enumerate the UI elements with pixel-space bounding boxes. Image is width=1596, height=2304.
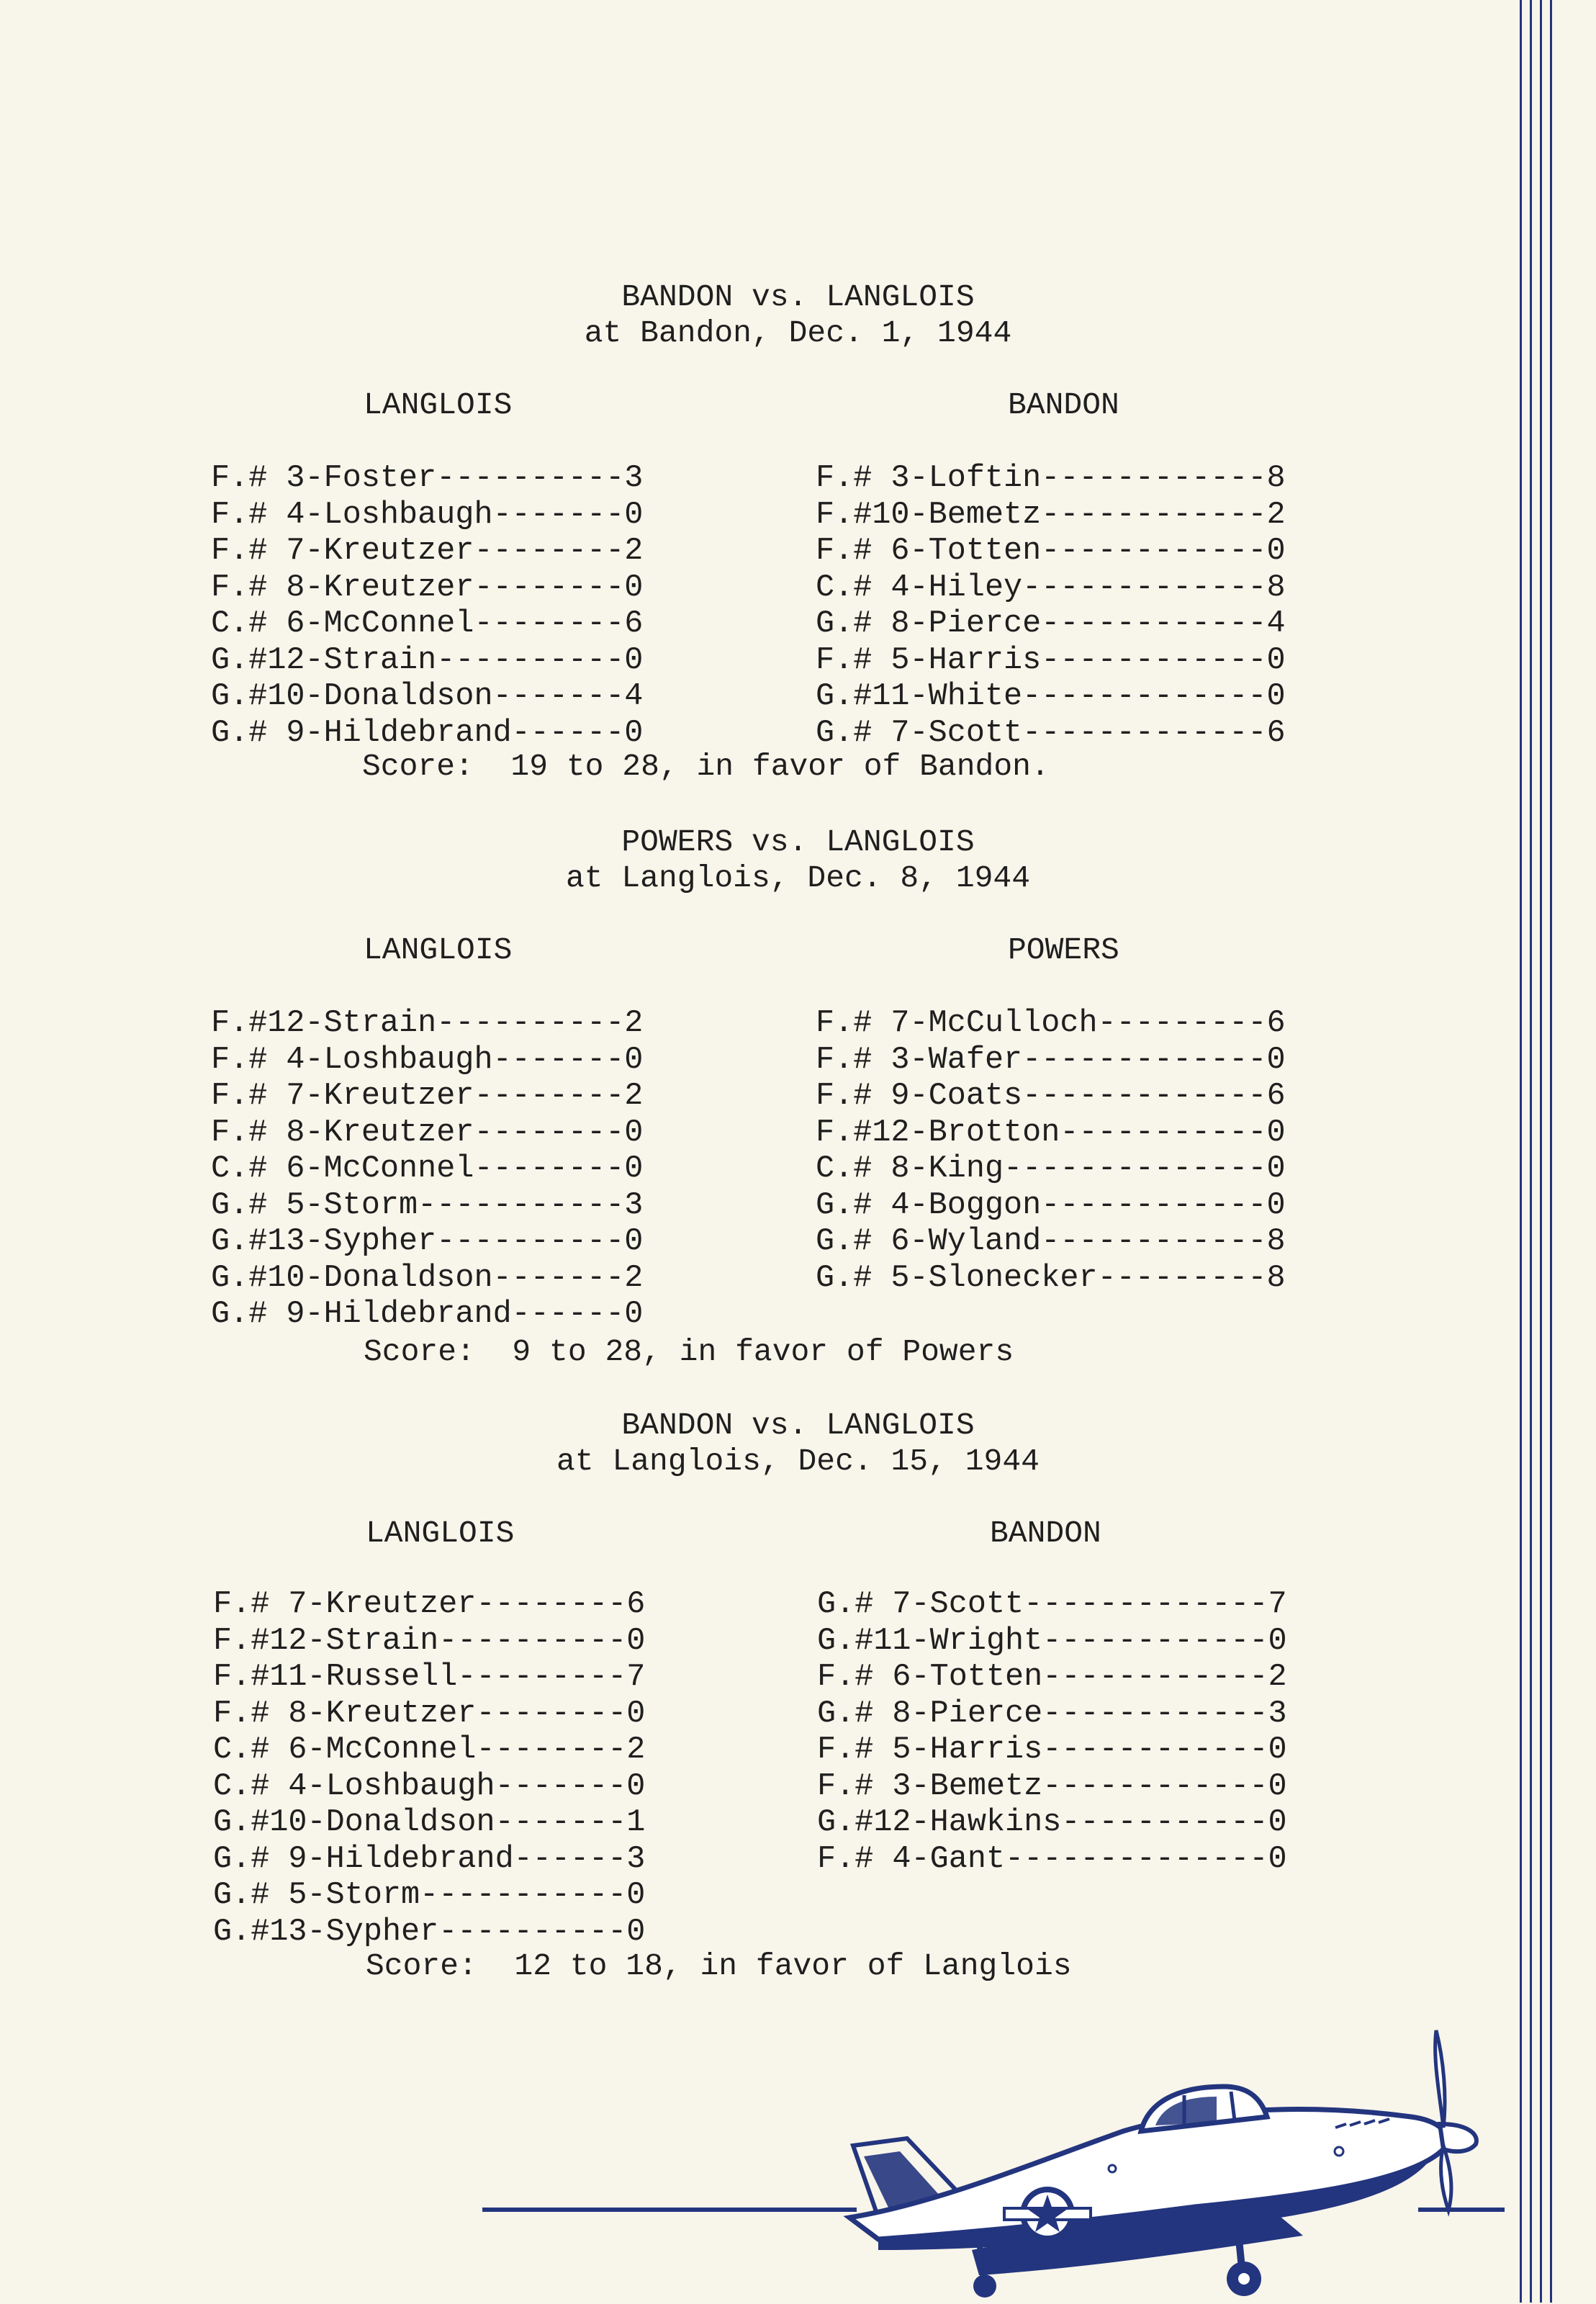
player-row: F.# 5-Harris------------0	[816, 642, 1286, 678]
player-row: F.# 7-McCulloch---------6	[816, 1006, 1286, 1041]
player-row: F.# 4-Gant--------------0	[817, 1841, 1287, 1877]
left-team-heading: LANGLOIS	[364, 932, 513, 968]
player-row: F.#12-Brotton-----------0	[816, 1115, 1286, 1151]
player-row: C.# 4-Hiley-------------8	[816, 570, 1286, 606]
player-row: F.# 3-Loftin------------8	[816, 461, 1286, 496]
airplane-illustration-icon	[475, 2002, 1497, 2304]
player-row: F.# 8-Kreutzer--------0	[211, 570, 644, 606]
player-row: G.# 6-Wyland------------8	[816, 1224, 1286, 1259]
score-line: Score: 19 to 28, in favor of Bandon.	[362, 749, 1050, 784]
left-roster	[211, 461, 643, 752]
player-row: F.# 3-Foster----------3	[211, 461, 644, 496]
player-row: F.# 8-Kreutzer--------0	[213, 1696, 646, 1732]
left-roster	[211, 1006, 643, 1333]
player-row: G.#10-Donaldson-------1	[213, 1805, 646, 1840]
score-line: Score: 12 to 18, in favor of Langlois	[366, 1948, 1072, 1984]
player-row: G.# 5-Slonecker---------8	[816, 1260, 1286, 1296]
player-row: G.# 9-Hildebrand------0	[211, 715, 644, 751]
player-row: F.# 5-Harris------------0	[817, 1732, 1287, 1768]
score-line: Score: 9 to 28, in favor of Powers	[364, 1334, 1014, 1369]
player-row: G.#10-Donaldson-------4	[211, 679, 644, 714]
player-row: G.# 9-Hildebrand------3	[213, 1841, 646, 1877]
player-row: C.# 6-McConnel--------0	[211, 1151, 644, 1187]
player-row: C.# 6-McConnel--------2	[213, 1732, 646, 1768]
player-row: G.#13-Sypher----------0	[211, 1224, 644, 1259]
player-row: F.# 9-Coats-------------6	[816, 1079, 1286, 1114]
player-row: F.# 4-Loshbaugh-------0	[211, 1042, 644, 1078]
player-row: G.# 8-Pierce------------3	[817, 1696, 1287, 1732]
player-row: G.#12-Hawkins-----------0	[817, 1805, 1287, 1840]
game-subtitle: at Bandon, Dec. 1, 1944	[584, 315, 1012, 351]
left-roster	[213, 1587, 645, 1950]
player-row: G.# 4-Boggon------------0	[816, 1187, 1286, 1223]
player-row: G.# 5-Storm-----------0	[213, 1878, 646, 1913]
player-row: F.#11-Russell---------7	[213, 1660, 646, 1695]
game-title: BANDON vs. LANGLOIS	[621, 279, 975, 315]
left-team-heading: LANGLOIS	[366, 1516, 515, 1551]
player-row: G.# 7-Scott-------------7	[817, 1587, 1287, 1622]
player-row: G.#11-White-------------0	[816, 679, 1286, 714]
left-team-heading: LANGLOIS	[364, 387, 513, 423]
right-roster	[816, 1006, 1286, 1297]
player-row: F.# 7-Kreutzer--------6	[213, 1587, 646, 1622]
right-roster	[816, 461, 1286, 752]
player-row: F.# 3-Wafer-------------0	[816, 1042, 1286, 1078]
player-row: F.# 7-Kreutzer--------2	[211, 534, 644, 569]
player-row: G.#13-Sypher----------0	[213, 1914, 646, 1950]
player-row: F.# 6-Totten------------0	[816, 534, 1286, 569]
player-row: G.#12-Strain----------0	[211, 642, 644, 678]
player-row: F.# 4-Loshbaugh-------0	[211, 497, 644, 533]
player-row: F.# 6-Totten------------2	[817, 1660, 1287, 1695]
right-team-heading: POWERS	[1008, 932, 1119, 968]
player-row: G.# 9-Hildebrand------0	[211, 1297, 644, 1332]
right-team-heading: BANDON	[990, 1516, 1101, 1551]
player-row: F.#12-Strain----------2	[211, 1006, 644, 1041]
right-roster	[817, 1587, 1287, 1878]
game-title: BANDON vs. LANGLOIS	[621, 1408, 975, 1443]
player-row: G.# 5-Storm-----------3	[211, 1187, 644, 1223]
player-row: G.# 8-Pierce------------4	[816, 606, 1286, 642]
player-row: C.# 4-Loshbaugh-------0	[213, 1768, 646, 1804]
player-row: F.# 8-Kreutzer--------0	[211, 1115, 644, 1151]
player-row: G.#10-Donaldson-------2	[211, 1260, 644, 1296]
player-row: G.#11-Wright------------0	[817, 1623, 1287, 1659]
player-row: C.# 6-McConnel--------6	[211, 606, 644, 642]
right-team-heading: BANDON	[1008, 387, 1119, 423]
player-row: F.#10-Bemetz------------2	[816, 497, 1286, 533]
game-subtitle: at Langlois, Dec. 8, 1944	[565, 860, 1031, 896]
game-subtitle: at Langlois, Dec. 15, 1944	[556, 1444, 1040, 1479]
player-row: F.# 3-Bemetz------------0	[817, 1768, 1287, 1804]
game-title: POWERS vs. LANGLOIS	[621, 824, 975, 860]
player-row: F.# 7-Kreutzer--------2	[211, 1079, 644, 1114]
player-row: F.#12-Strain----------0	[213, 1623, 646, 1659]
player-row: G.# 7-Scott-------------6	[816, 715, 1286, 751]
player-row: C.# 8-King--------------0	[816, 1151, 1286, 1187]
